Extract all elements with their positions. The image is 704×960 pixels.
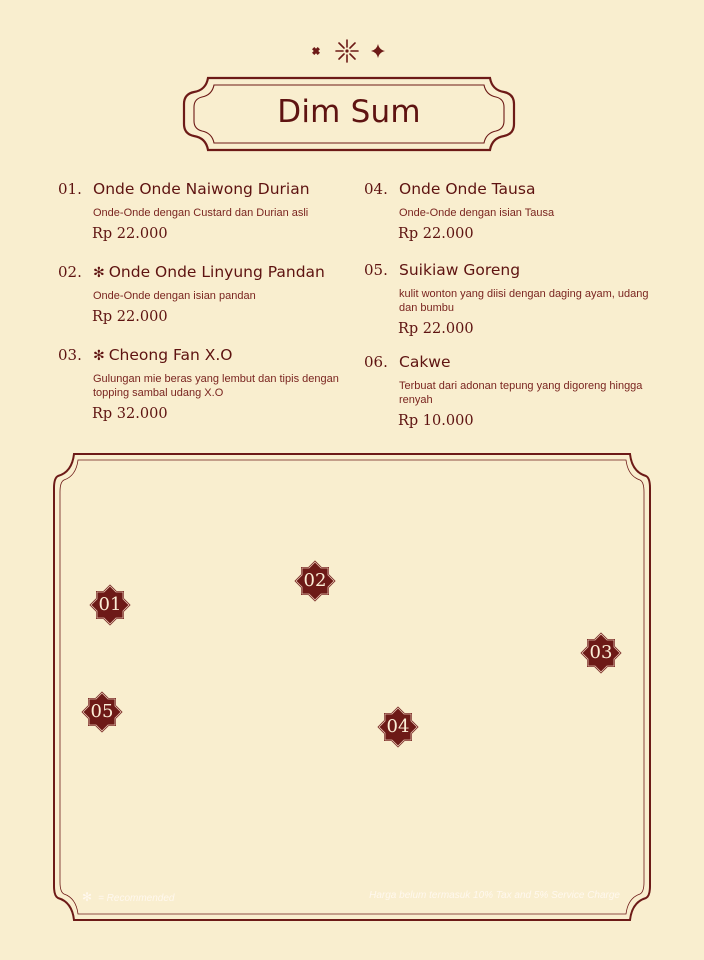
recommended-icon: ✻ [93,348,105,364]
photo-badge: 01 [87,582,133,628]
item-number: 03. [58,346,82,364]
item-description: Onde-Onde dengan isian pandan [93,290,256,302]
item-name: ✻ Onde Onde Linyung Pandan [93,263,325,281]
item-name: Cakwe [399,353,451,371]
photo-badge: 05 [79,689,125,735]
item-name: ✻ Cheong Fan X.O [93,346,233,364]
legend-text: = Recommended [98,893,175,904]
item-price: Rp 22.000 [92,226,168,242]
recommended-icon: ✻ [93,265,105,281]
item-price: Rp 22.000 [398,226,474,242]
ornament-icons [0,38,704,64]
item-description: Gulungan mie beras yang lembut dan tipis dengan topping sambal udang X.O [93,373,339,399]
item-description: kulit wonton yang diisi dengan daging ayam, udang dan bumbu [399,288,649,314]
item-price: Rp 22.000 [398,321,474,337]
item-name: Onde Onde Tausa [399,180,536,198]
item-description: Onde-Onde dengan Custard dan Durian asli [93,207,309,219]
menu-item [58,346,358,430]
page-title: Dim Sum [277,94,421,130]
tax-note: Harga belum termasuk 10% Tax and 5% Service Charge [369,890,620,901]
item-description: Onde-Onde dengan isian Tausa [399,207,555,219]
menu-item [364,261,664,345]
item-number: 06. [364,353,388,371]
item-number: 04. [364,180,388,198]
sparkle-ornament-icon [371,44,385,58]
item-price: Rp 10.000 [398,413,474,429]
photo-badge: 02 [292,558,338,604]
item-description: Terbuat dari adonan tepung yang digoreng hingga renyah [399,380,643,406]
item-price: Rp 22.000 [92,309,168,325]
sunburst-ornament-icon [336,40,358,62]
item-name: Onde Onde Naiwong Durian [93,180,310,198]
menu-item [364,353,664,437]
item-name: Suikiaw Goreng [399,261,521,279]
menu-item [58,263,358,333]
item-number: 02. [58,263,82,281]
cross-ornament-icon [312,47,320,55]
photo-badge: 03 [578,630,624,676]
menu-item [364,180,664,250]
recommended-icon: ✻ [82,890,93,904]
item-number: 05. [364,261,388,279]
photo-frame [52,452,652,922]
photo-badge: 04 [375,704,421,750]
menu-item [58,180,358,250]
recommended-legend [82,890,175,904]
item-price: Rp 32.000 [92,406,168,422]
item-number: 01. [58,180,82,198]
